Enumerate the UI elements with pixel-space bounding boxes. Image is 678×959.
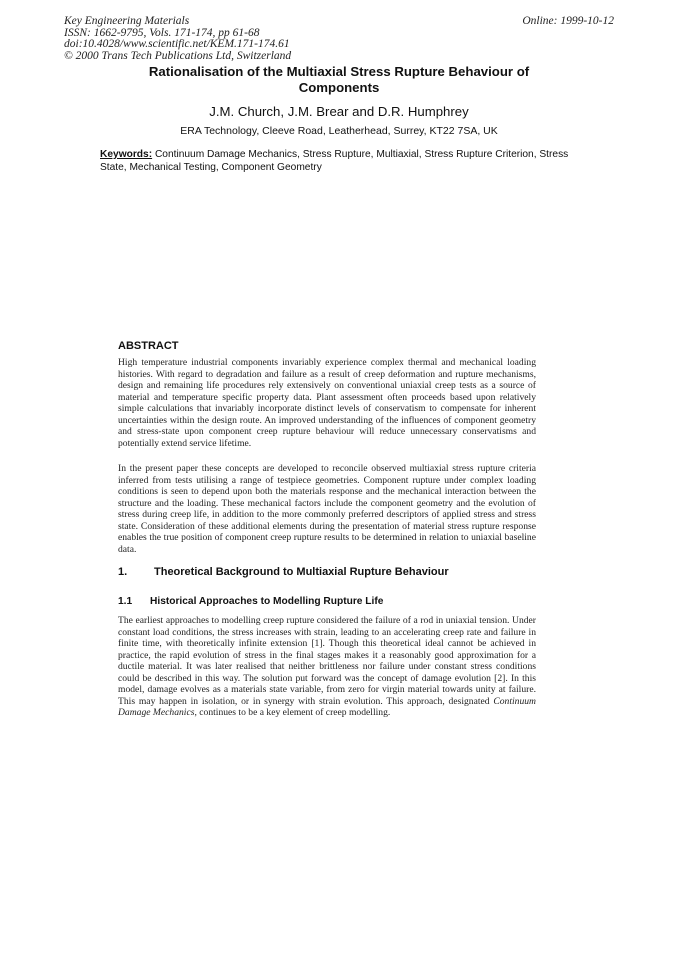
journal-name: Key Engineering Materials [64, 15, 190, 27]
section-1-title: Theoretical Background to Multiaxial Rupture Behaviour [154, 566, 449, 578]
keywords-label: Keywords: [100, 149, 153, 160]
doi-line: doi:10.4028/www.scientific.net/KEM.171-174.61 [64, 38, 290, 50]
section-1-heading [118, 566, 449, 578]
section-1-1-number: 1.1 [118, 596, 133, 607]
issn-line: ISSN: 1662-9795, Vols. 171-174, pp 61-68 [64, 26, 260, 39]
abstract-heading: ABSTRACT [118, 340, 179, 352]
online-date: Online: 1999-10-12 [522, 15, 614, 27]
abstract-paragraph-1: High temperature industrial components invariably experience complex thermal and mechanical loading histories. With regard to degradation and failure as a result of creep deformation and rupture mechanisms, design and remaining life procedures rely extensively on conventional uniaxial creep tests as a source of material and temperature specific property data. Plant assessment often proceeds based upon relatively simple calculations that invariably incorporate distinct levels of conservatism to compensate for inherent uncertainties within the design route. An improved understanding of the influences of component geometry and stress-state upon component creep rupture behaviour will reduce unnecessary conservatisms and potentially extend service lifetime. [118, 357, 536, 449]
authors: J.M. Church, J.M. Brear and D.R. Humphrey [209, 104, 469, 119]
section-1-1-heading [118, 596, 383, 607]
section-1-number: 1. [118, 566, 128, 578]
paper-title: Rationalisation of the Multiaxial Stress Rupture Behaviour of Components [148, 64, 530, 95]
section-1-1-title: Historical Approaches to Modelling Rupture Life [150, 596, 384, 607]
affiliation: ERA Technology, Cleeve Road, Leatherhead, Surrey, KT22 7SA, UK [180, 125, 498, 137]
paragraph-text-start: The earliest approaches to modelling creep rupture considered the failure of a rod in uniaxial tension. Under constant load conditions, the stress increases with strain, leading to an accelerating creep rate and failure in finite time, with theoretically infinite extension [1]. Though this theoretical ideal cannot be achieved in practice, the rapid evolution of stress in the final stages makes it a reasonably good approximation for a ductile material. It was later realised that neither brittleness nor failure under constant stress conditions could be described in this way. The solution put forward was the concept of damage evolution [2]. In this model, damage evolves as a materials state variable, from zero for virgin material towards unity at failure. This may happen in isolation, or in synergy with strain evolution. This approach, designated [118, 615, 536, 707]
keywords [100, 148, 580, 174]
abstract-paragraph-2: In the present paper these concepts are developed to reconcile observed multiaxial stress rupture criteria inferred from tests utilising a range of testpiece geometries. Component rupture under complex loading conditions is seen to depend upon both the materials response and the mechanical interaction between the structure and the loading. These mechanical factors include the component geometry and the evolution of stress during creep life, in addition to the more commonly preferred descriptors of applied stress and stress state. Consideration of these additional elements during the presentation of material stress rupture response enables the true position of component creep rupture results to be determined in relation to uniaxial baseline data. [118, 463, 536, 555]
section-1-1-paragraph [118, 615, 536, 719]
copyright-line: © 2000 Trans Tech Publications Ltd, Switzerland [64, 49, 292, 62]
paragraph-text-end: , continues to be a key element of creep modelling. [194, 707, 391, 718]
citation-header [64, 16, 291, 62]
keywords-text: Continuum Damage Mechanics, Stress Rupture, Multiaxial, Stress Rupture Criterion, Stress State, Mechanical Testing, Component Geometry [100, 149, 569, 173]
paragraph-emphasis: Continuum Damage Mechanics [118, 695, 536, 718]
